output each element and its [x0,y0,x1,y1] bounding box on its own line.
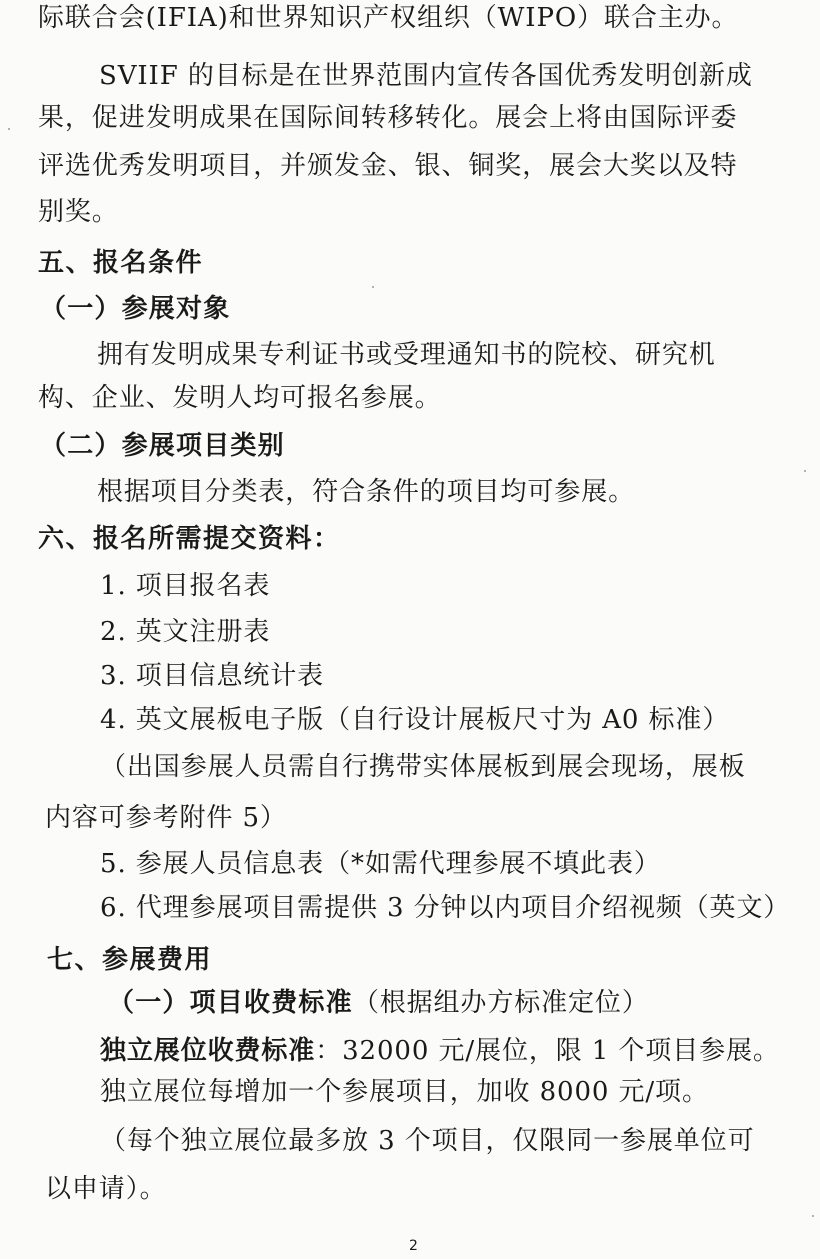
subsection-heading: （一）参展对象 [40,294,231,324]
paragraph-line: 根据项目分类表，符合条件的项目均可参展。 [97,477,636,507]
subsection-heading [108,986,649,1020]
scan-speck [804,470,806,472]
paragraph-line: 果，促进发明成果在国际间转移转化。展会上将由国际评委 [38,103,738,133]
list-item: 3. 项目信息统计表 [100,661,325,691]
section-heading-5: 五、报名条件 [38,248,204,278]
scan-speck [8,128,10,130]
scan-speck [372,286,374,288]
list-item: 4. 英文展板电子版（自行设计展板尺寸为 A0 标准） [100,705,730,735]
paragraph-line: （每个独立展位最多放 3 个项目，仅限同一参展单位可 [100,1126,755,1156]
list-item: 1. 项目报名表 [100,571,271,601]
paragraph-line: （出国参展人员需自行携带实体展板到展会现场，展板 [100,752,746,782]
paragraph-line: 以申请）。 [45,1174,167,1204]
section-heading-7: 七、参展费用 [47,945,213,975]
subsection-heading: （二）参展项目类别 [40,431,285,461]
page-number: 2 [409,1238,418,1254]
subsection-title: （一）项目收费标准 [108,988,353,1018]
paragraph-line: 独立展位每增加一个参展项目，加收 8000 元/项。 [100,1077,709,1107]
section-heading-6: 六、报名所需提交资料： [38,524,341,554]
paragraph-line: 别奖。 [38,197,119,227]
paragraph-line: 际联合会(IFIA)和世界知识产权组织（WIPO）联合主办。 [38,3,739,33]
paragraph-line [100,1034,780,1068]
paragraph-line: 构、企业、发明人均可报名参展。 [38,383,442,413]
fee-text: ：32000 元/展位，限 1 个项目参展。 [315,1036,780,1066]
list-item: 2. 英文注册表 [100,617,271,647]
paragraph-line: 评选优秀发明项目，并颁发金、银、铜奖，展会大奖以及特 [38,151,738,181]
subsection-note: （根据组办方标准定位） [352,988,649,1018]
list-item: 5. 参展人员信息表（*如需代理参展不填此表） [100,849,661,879]
fee-label: 独立展位收费标准 [100,1036,316,1066]
list-item: 6. 代理参展项目需提供 3 分钟以内项目介绍视频（英文） [100,893,791,923]
paragraph-line: SVIIF 的目标是在世界范围内宣传各国优秀发明创新成 [99,61,753,91]
scan-speck [812,1215,814,1217]
paragraph-line: 内容可参考附件 5） [45,803,287,833]
paragraph-line: 拥有发明成果专利证书或受理通知书的院校、研究机 [97,340,716,370]
